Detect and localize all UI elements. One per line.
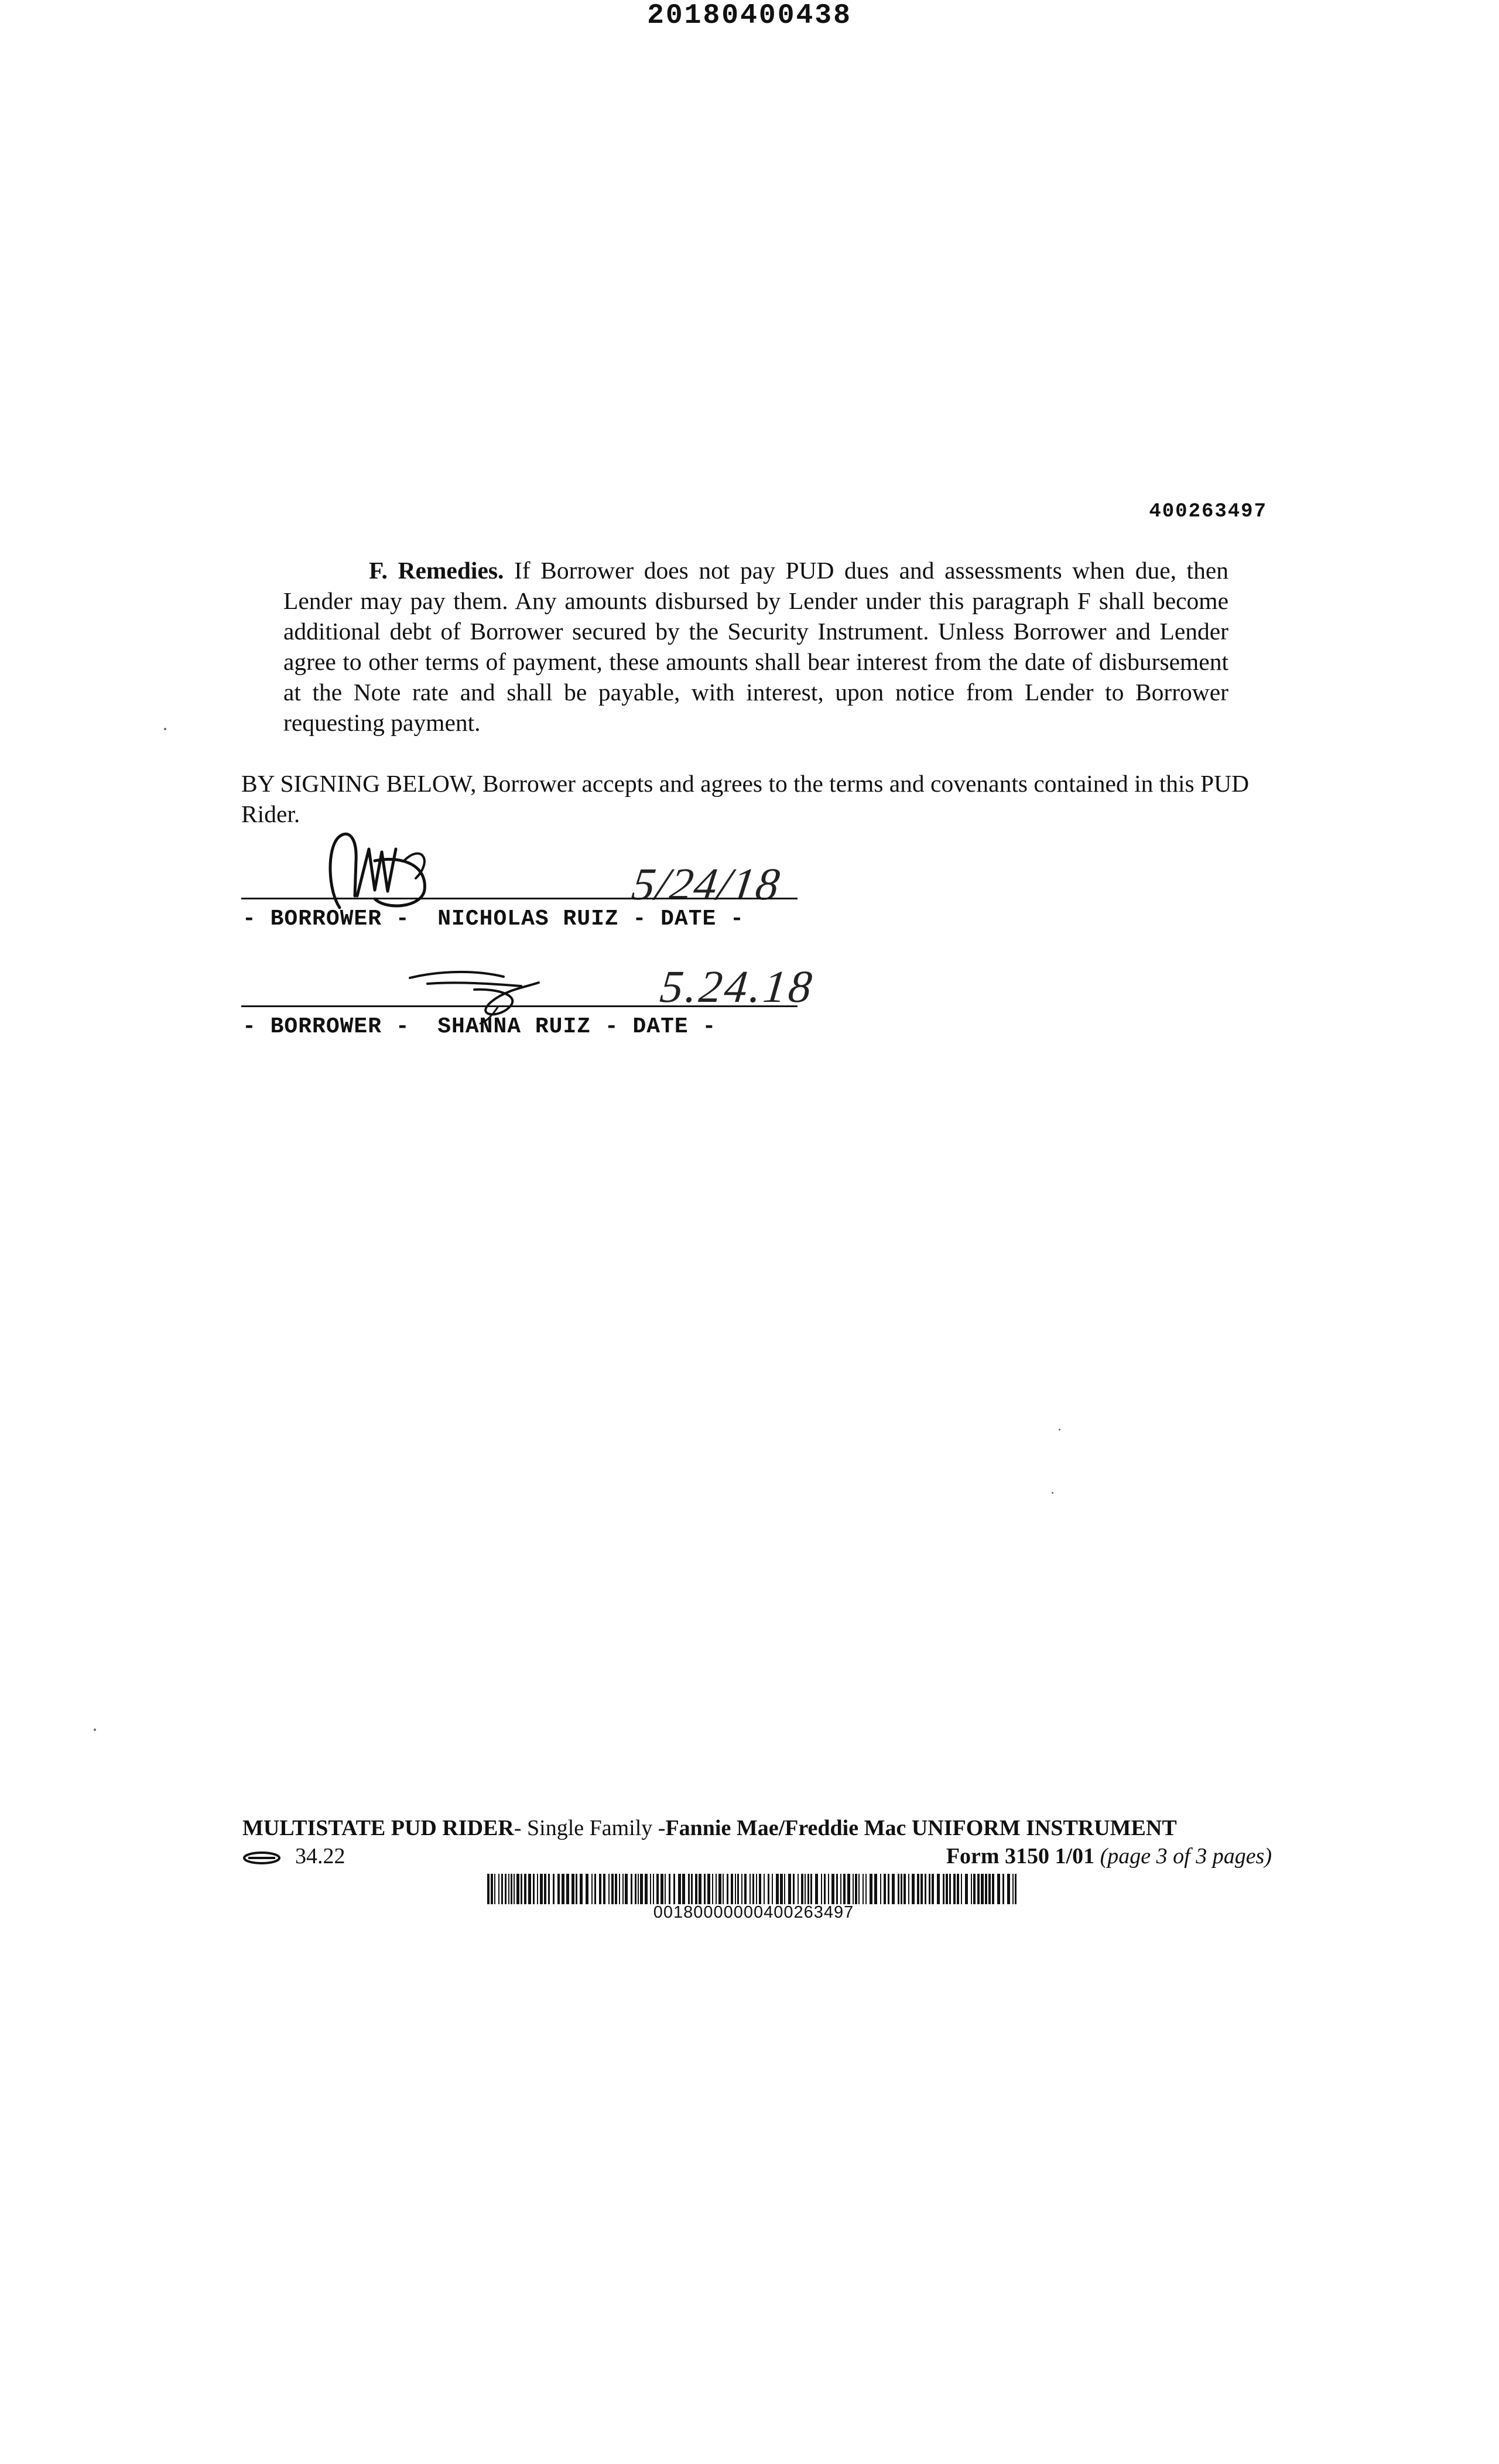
barcode-bar — [494, 1874, 495, 1904]
barcode-bar — [977, 1874, 980, 1904]
barcode-bar — [688, 1874, 690, 1904]
barcode-bar — [892, 1874, 895, 1904]
barcode-bar — [780, 1874, 783, 1904]
borrower-1-signature-line — [241, 898, 798, 899]
barcode-bar — [828, 1874, 829, 1904]
barcode-bar — [932, 1874, 934, 1904]
barcode-bar — [858, 1874, 860, 1904]
barcode-bar — [920, 1874, 923, 1904]
barcode-bar — [615, 1874, 617, 1904]
borrower-1-signature — [316, 826, 468, 913]
barcode-bar — [591, 1874, 593, 1904]
page-info: (page 3 of 3 pages) — [1100, 1844, 1272, 1868]
barcode-bar — [821, 1874, 822, 1904]
borrower-2-caption: - BORROWER - SHANNA RUIZ - DATE - — [242, 1014, 717, 1039]
barcode-bar — [1012, 1874, 1014, 1904]
barcode-bar — [764, 1874, 765, 1904]
barcode-bar — [847, 1874, 850, 1904]
barcode-bar — [1007, 1874, 1010, 1904]
barcode-bar — [537, 1874, 538, 1904]
loan-number: 400263497 — [1149, 501, 1267, 523]
borrower-2-handwritten-date: 5.24.18 — [658, 961, 817, 1012]
barcode-bar — [888, 1874, 889, 1904]
barcode-bar — [691, 1874, 693, 1904]
barcode-bar — [917, 1874, 919, 1904]
remedies-text: If Borrower does not pay PUD dues and assessments when due, then Lender may pay them. Any amounts disbursed by Lender under this paragraph F shall become additional debt of Borrower secured by the Security Instrument. Unless Borrower and Lender agree to other terms of payment, these amounts shall bear interest from the date of disbursement at the Note rate and shall be payable, with interest, upon notice from Lender to Borrower requesting payment. — [283, 557, 1228, 736]
barcode-bar — [807, 1874, 809, 1904]
barcode-bar — [810, 1874, 812, 1904]
barcode-bar — [953, 1874, 956, 1904]
barcode-bar — [580, 1874, 583, 1904]
barcode-bar — [533, 1874, 535, 1904]
barcode-bar — [566, 1874, 569, 1904]
barcode-bar — [699, 1874, 701, 1904]
barcode-bar — [981, 1874, 984, 1904]
barcode-bar — [491, 1874, 493, 1904]
barcode-bar — [656, 1874, 659, 1904]
barcode-bar — [805, 1874, 806, 1904]
remedies-paragraph — [283, 555, 1228, 738]
barcode-bar — [673, 1874, 675, 1904]
barcode-bar — [695, 1874, 697, 1904]
form-number: Form 3150 1/01 — [946, 1844, 1095, 1868]
forms-logo-icon — [242, 1852, 281, 1864]
form-code-number: 34.22 — [295, 1844, 345, 1868]
barcode-bar — [798, 1874, 799, 1904]
barcode-bar — [718, 1874, 721, 1904]
barcode-bar — [912, 1874, 915, 1904]
barcode-bar — [744, 1874, 747, 1904]
barcode-bar — [716, 1874, 717, 1904]
barcode-bar — [836, 1874, 838, 1904]
barcode-bar — [631, 1874, 632, 1904]
acceptance-statement: BY SIGNING BELOW, Borrower accepts and agrees to the terms and covenants contained in this PUD Rider. — [241, 770, 1250, 827]
barcode-bar — [776, 1874, 779, 1904]
remedies-heading: F. Remedies. — [369, 557, 504, 584]
barcode-bar — [625, 1874, 628, 1904]
barcode-bar — [929, 1874, 930, 1904]
barcode-bar — [660, 1874, 663, 1904]
barcode-bar — [961, 1874, 962, 1904]
barcode-bar — [874, 1874, 877, 1904]
barcode-bar — [521, 1874, 522, 1904]
barcode-bar — [571, 1874, 574, 1904]
barcode-bar — [599, 1874, 601, 1904]
barcode-bar — [653, 1874, 654, 1904]
barcode-bar — [562, 1874, 564, 1904]
barcode-bar — [937, 1874, 940, 1904]
barcode-bar — [712, 1874, 713, 1904]
barcode-bar — [884, 1874, 886, 1904]
barcode-bar — [843, 1874, 846, 1904]
barcode-bar — [793, 1874, 795, 1904]
barcode-bar — [505, 1874, 506, 1904]
barcode-bar — [925, 1874, 926, 1904]
barcode-bar — [741, 1874, 742, 1904]
barcode-bar — [622, 1874, 624, 1904]
barcode-bar — [756, 1874, 757, 1904]
form-title-part-3: Fannie Mae/Freddie Mac UNIFORM INSTRUMENT — [665, 1816, 1177, 1840]
barcode-bar — [640, 1874, 643, 1904]
barcode-bar — [576, 1874, 577, 1904]
barcode-bar — [784, 1874, 785, 1904]
barcode-bar — [723, 1874, 724, 1904]
scan-speck — [94, 1729, 96, 1731]
borrower-1-caption: - BORROWER - NICHOLAS RUIZ - DATE - — [242, 906, 744, 932]
barcode-bar — [973, 1874, 976, 1904]
barcode-bar — [704, 1874, 706, 1904]
barcode-bar — [635, 1874, 636, 1904]
barcode-bar — [815, 1874, 818, 1904]
barcode-bar — [853, 1874, 854, 1904]
barcode-bar — [727, 1874, 728, 1904]
barcode-bar — [759, 1874, 761, 1904]
scan-speck — [1052, 1492, 1053, 1494]
barcode-bar — [772, 1874, 773, 1904]
barcode-bar — [997, 1874, 1000, 1904]
barcode-bar — [665, 1874, 666, 1904]
barcode-bar — [965, 1874, 968, 1904]
barcode-bar — [603, 1874, 605, 1904]
barcode-bar — [949, 1874, 951, 1904]
barcode-bar — [540, 1874, 543, 1904]
barcode-bar — [682, 1874, 685, 1904]
barcode-bar — [487, 1874, 490, 1904]
barcode-bar — [594, 1874, 596, 1904]
barcode-bar — [514, 1874, 515, 1904]
barcode-bar — [524, 1874, 526, 1904]
barcode-bar — [880, 1874, 881, 1904]
barcode-bar — [824, 1874, 826, 1904]
barcode-bar — [1002, 1874, 1004, 1904]
barcode-bar — [553, 1874, 555, 1904]
barcode-bar — [516, 1874, 519, 1904]
barcode-bar — [898, 1874, 899, 1904]
barcode-bar — [737, 1874, 739, 1904]
barcode-bar — [611, 1874, 614, 1904]
barcode-bar — [752, 1874, 754, 1904]
barcode-bar — [903, 1874, 906, 1904]
barcode-bar — [992, 1874, 994, 1904]
barcode-bar — [957, 1874, 959, 1904]
borrower-1-handwritten-date: 5/24/18 — [628, 858, 784, 909]
barcode-bar — [544, 1874, 546, 1904]
barcode-bar — [943, 1874, 944, 1904]
barcode-bar — [498, 1874, 499, 1904]
scan-speck — [164, 728, 166, 730]
barcode-bar — [908, 1874, 909, 1904]
barcode-bar — [750, 1874, 751, 1904]
barcode-bar — [768, 1874, 769, 1904]
barcode-bar — [586, 1874, 588, 1904]
form-number-and-page — [946, 1843, 1272, 1869]
barcode-bar — [988, 1874, 991, 1904]
barcode-bar — [650, 1874, 651, 1904]
barcode-bar — [735, 1874, 736, 1904]
barcode-number: 00180000000400263497 — [653, 1903, 854, 1922]
barcode-bar — [678, 1874, 681, 1904]
barcode-bar — [619, 1874, 620, 1904]
barcode-bar — [669, 1874, 670, 1904]
barcode — [487, 1874, 1020, 1904]
barcode-bar — [971, 1874, 972, 1904]
barcode-bar — [855, 1874, 857, 1904]
form-title-part-2: - Single Family - — [514, 1816, 666, 1840]
form-code — [242, 1843, 345, 1869]
barcode-bar — [508, 1874, 509, 1904]
barcode-bar — [840, 1874, 841, 1904]
barcode-bar — [1015, 1874, 1017, 1904]
form-info-row — [242, 1843, 1272, 1870]
borrower-2-signature-line — [241, 1005, 798, 1007]
barcode-bar — [548, 1874, 550, 1904]
barcode-bar — [557, 1874, 560, 1904]
barcode-bar — [870, 1874, 872, 1904]
barcode-bar — [528, 1874, 531, 1904]
barcode-bar — [801, 1874, 803, 1904]
barcode-bar — [511, 1874, 512, 1904]
barcode-bar — [831, 1874, 834, 1904]
barcode-bar — [788, 1874, 791, 1904]
barcode-bar — [501, 1874, 503, 1904]
barcode-bar — [638, 1874, 639, 1904]
barcode-bar — [863, 1874, 864, 1904]
form-title — [242, 1815, 1177, 1841]
barcode-bar — [901, 1874, 902, 1904]
form-title-part-1: MULTISTATE PUD RIDER — [242, 1816, 514, 1840]
recording-number: 20180400438 — [647, 0, 852, 32]
barcode-bar — [946, 1874, 948, 1904]
scan-speck — [1059, 1429, 1060, 1431]
barcode-bar — [985, 1874, 987, 1904]
barcode-bar — [608, 1874, 610, 1904]
barcode-bar — [707, 1874, 710, 1904]
barcode-bar — [645, 1874, 648, 1904]
barcode-bar — [731, 1874, 733, 1904]
barcode-bar — [865, 1874, 867, 1904]
